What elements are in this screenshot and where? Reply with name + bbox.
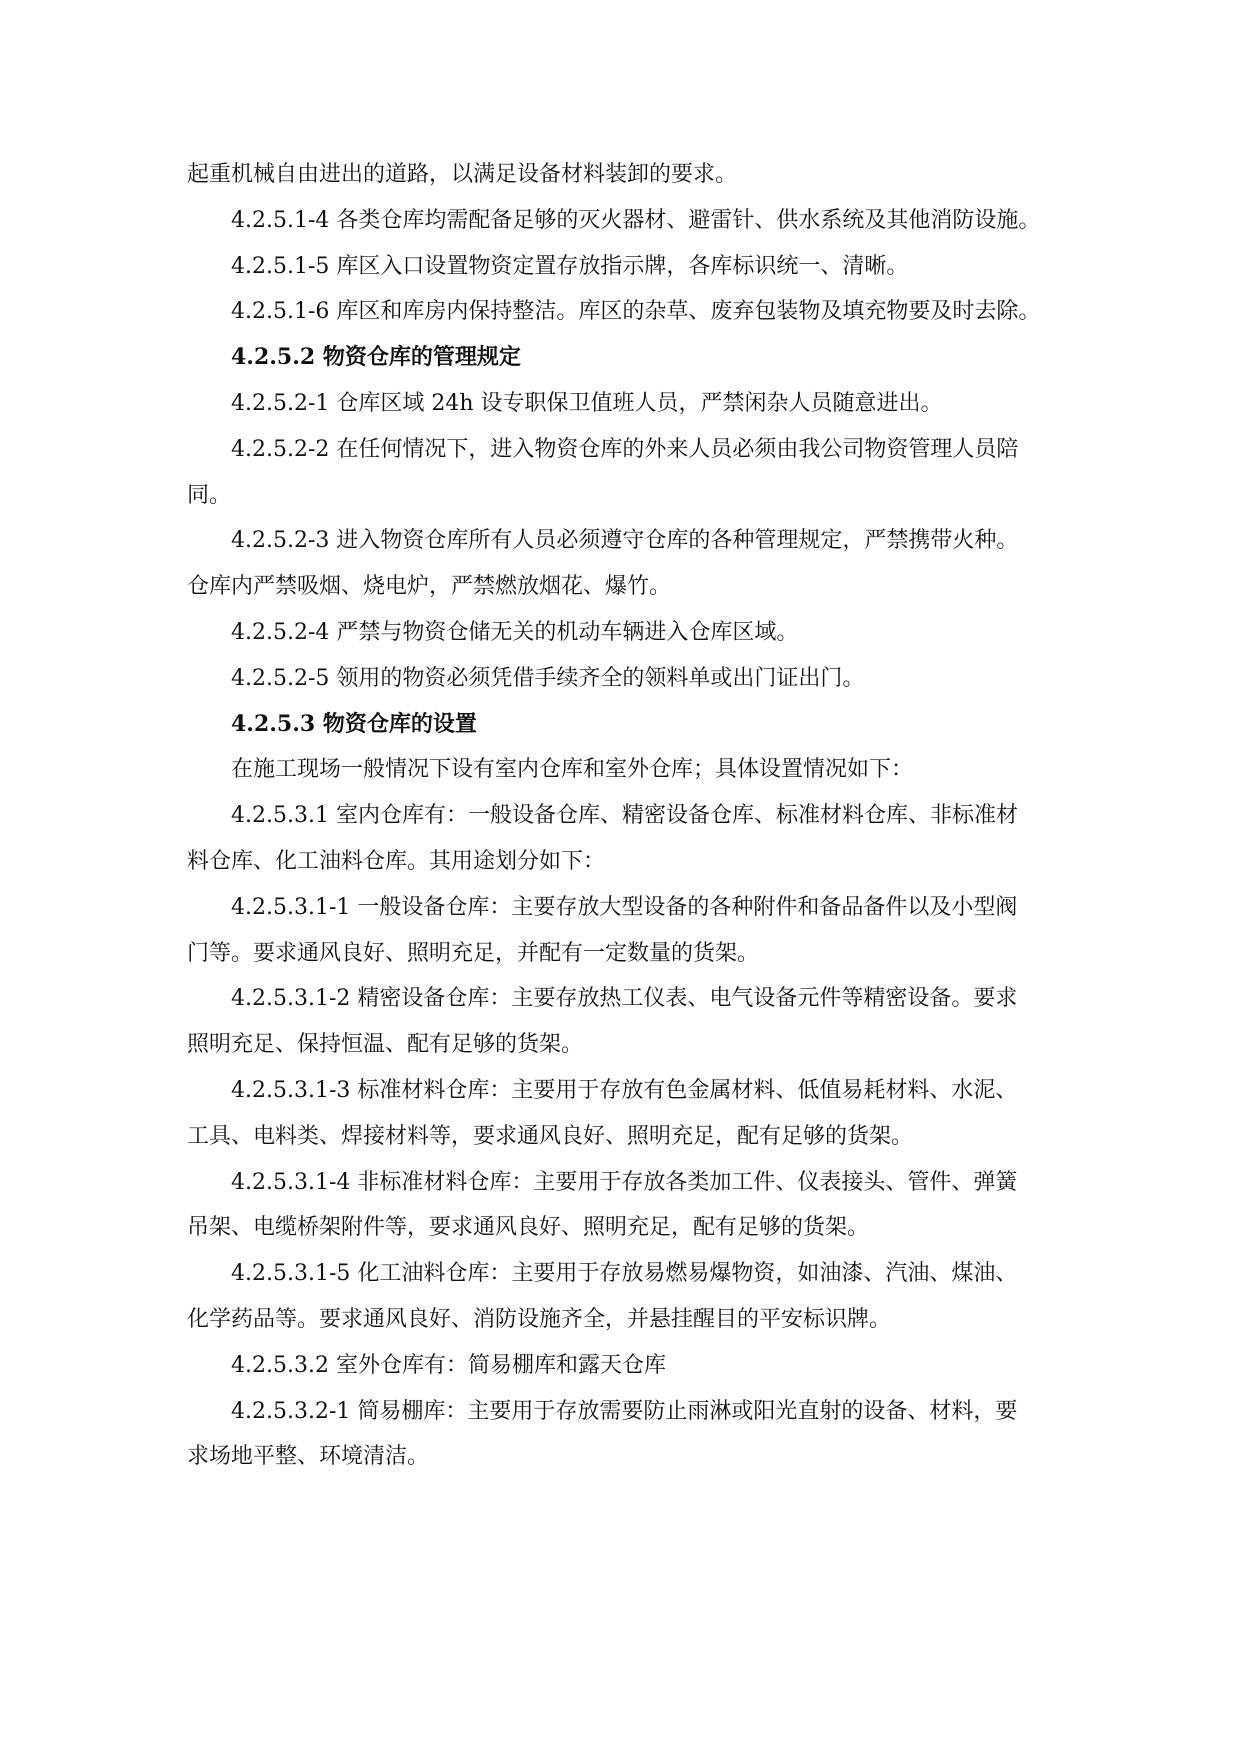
clause-4-2-5-1-6: 4.2.5.1-6 库区和库房内保持整洁。库区的杂草、废弃包装物及填充物要及时去除。: [231, 299, 1041, 325]
clause-4-2-5-3-1-4: 4.2.5.3.1-4 非标准材料仓库：主要用于存放各类加工件、仪表接头、管件、弹簧: [231, 1169, 1018, 1195]
clause-4-2-5-2-1: 4.2.5.2-1 仓库区域 24h 设专职保卫值班人员，严禁闲杂人员随意进出。: [231, 390, 943, 416]
clause-4-2-5-2-3: 4.2.5.2-3 进入物资仓库所有人员必须遵守仓库的各种管理规定，严禁携带火种。: [231, 528, 1019, 554]
clause-4-2-5-2-2: 4.2.5.2-2 在任何情况下，进入物资仓库的外来人员必须由我公司物资管理人员陪: [231, 436, 1019, 462]
clause-4-2-5-3-1-5: 4.2.5.3.1-5 化工油料仓库：主要用于存放易燃易爆物资，如油漆、汽油、煤油、: [231, 1261, 1018, 1287]
paragraph-continuation: 起重机械自由进出的道路，以满足设备材料装卸的要求。: [187, 162, 738, 187]
clause-4-2-5-3-2-1-cont: 求场地平整、环境清洁。: [187, 1444, 430, 1470]
clause-4-2-5-3-1-3: 4.2.5.3.1-3 标准材料仓库：主要用于存放有色金属材料、低值易耗材料、水泥、: [231, 1077, 1018, 1103]
clause-4-2-5-3-1-cont: 料仓库、化工油料仓库。其用途划分如下：: [187, 848, 606, 874]
clause-4-2-5-2-4: 4.2.5.2-4 严禁与物资仓储无关的机动车辆进入仓库区域。: [231, 619, 799, 645]
clause-4-2-5-2-5: 4.2.5.2-5 领用的物资必须凭借手续齐全的领料单或出门证出门。: [231, 665, 865, 691]
intro-paragraph: 在施工现场一般情况下设有室内仓库和室外仓库；具体设置情况如下：: [231, 757, 914, 783]
clause-4-2-5-3-1: 4.2.5.3.1 室内仓库有：一般设备仓库、精密设备仓库、标准材料仓库、非标准材: [231, 803, 1018, 829]
clause-4-2-5-3-1-2: 4.2.5.3.1-2 精密设备仓库：主要存放热工仪表、电气设备元件等精密设备。要求: [231, 986, 1018, 1012]
clause-4-2-5-3-2-1: 4.2.5.3.2-1 简易棚库：主要用于存放需要防止雨淋或阳光直射的设备、材料，要: [231, 1398, 1018, 1424]
clause-4-2-5-3-1-1-cont: 门等。要求通风良好、照明充足，并配有一定数量的货架。: [187, 940, 760, 966]
clause-4-2-5-3-1-2-cont: 照明充足、保持恒温、配有足够的货架。: [187, 1032, 584, 1058]
clause-4-2-5-3-1-1: 4.2.5.3.1-1 一般设备仓库：主要存放大型设备的各种附件和备品备件以及小型阀: [231, 894, 1018, 920]
clause-4-2-5-2-2-cont: 同。: [187, 482, 232, 508]
clause-4-2-5-1-5: 4.2.5.1-5 库区入口设置物资定置存放指示牌，各库标识统一、清晰。: [231, 253, 909, 279]
document-body: [187, 152, 1117, 1480]
clause-4-2-5-3-1-4-cont: 吊架、电缆桥架附件等，要求通风良好、照明充足，配有足够的货架。: [187, 1215, 870, 1241]
clause-4-2-5-1-4: 4.2.5.1-4 各类仓库均需配备足够的灭火器材、避雷针、供水系统及其他消防设施。: [231, 207, 1041, 233]
clause-4-2-5-3-1-5-cont: 化学药品等。要求通风良好、消防设施齐全，并悬挂醒目的平安标识牌。: [187, 1306, 892, 1332]
clause-4-2-5-3-1-3-cont: 工具、电料类、焊接材料等，要求通风良好、照明充足，配有足够的货架。: [187, 1123, 914, 1149]
section-heading-4-2-5-2: 4.2.5.2 物资仓库的管理规定: [231, 344, 521, 371]
clause-4-2-5-3-2: 4.2.5.3.2 室外仓库有：简易棚库和露天仓库: [231, 1352, 666, 1378]
section-heading-4-2-5-3: 4.2.5.3 物资仓库的设置: [231, 710, 477, 737]
clause-4-2-5-2-3-cont: 仓库内严禁吸烟、烧电炉，严禁燃放烟花、爆竹。: [187, 574, 672, 600]
